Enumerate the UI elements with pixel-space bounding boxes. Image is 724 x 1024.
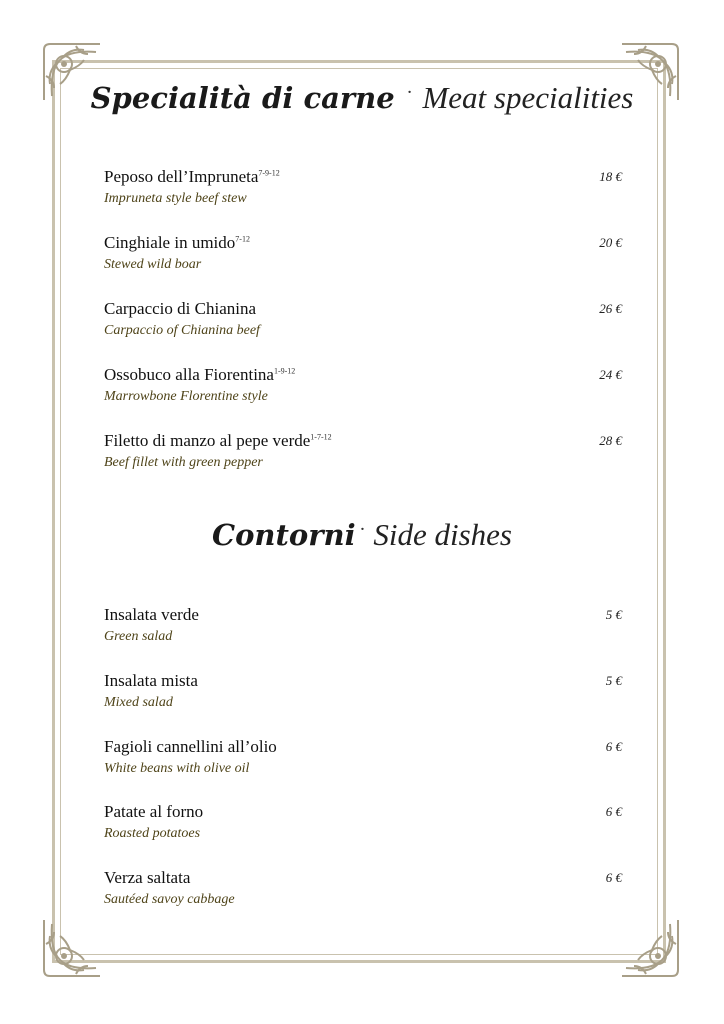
allergen-codes: 7-12: [235, 234, 250, 244]
dish-name: Filetto di manzo al pepe verde: [104, 431, 311, 450]
dish-name: Cinghiale in umido: [104, 233, 236, 252]
section-title: Contorni: [212, 518, 356, 552]
dish-description: Mixed salad: [104, 695, 173, 710]
dish-name: Patate al forno: [104, 802, 204, 821]
dish-price: 6 €: [605, 870, 622, 885]
dish-name: Carpaccio di Chianina: [104, 299, 257, 318]
dish-description: Carpaccio of Chianina beef: [104, 323, 260, 338]
section-heading-sides: [0, 517, 724, 553]
section-subtitle: Meat specialities: [422, 80, 634, 115]
dish-description: Impruneta style beef stew: [104, 191, 247, 206]
dish-price: 20 €: [599, 235, 622, 250]
menu-item: [104, 605, 622, 645]
dish-price: 28 €: [599, 433, 622, 448]
dish-price: 6 €: [605, 804, 622, 819]
menu-item: [104, 365, 622, 405]
dish-description: Green salad: [104, 629, 173, 644]
section-heading-meat: [0, 80, 724, 116]
dish-name: Verza saltata: [104, 868, 191, 887]
dish-description: Sautéed savoy cabbage: [104, 892, 235, 907]
dish-name: Peposo dell’Impruneta: [104, 167, 259, 186]
dish-price: 24 €: [599, 367, 622, 382]
ornamental-corner-icon: [618, 916, 682, 980]
dish-name: Insalata mista: [104, 671, 198, 690]
dish-price: 6 €: [605, 739, 622, 754]
dish-description: Beef fillet with green pepper: [104, 455, 263, 470]
title-separator: ·: [406, 82, 413, 103]
menu-item: [104, 802, 622, 842]
dish-description: Marrowbone Florentine style: [104, 389, 268, 404]
dish-description: Roasted potatoes: [104, 826, 201, 841]
allergen-codes: 1-9-12: [273, 366, 296, 376]
dish-description: Stewed wild boar: [104, 257, 202, 272]
menu-item: [104, 737, 622, 777]
allergen-codes: 7-9-12: [258, 168, 280, 178]
dish-name: Insalata verde: [104, 605, 199, 624]
menu-item: [104, 431, 622, 471]
ornamental-corner-icon: [40, 916, 104, 980]
menu-item: [104, 167, 622, 207]
menu-item: [104, 868, 622, 908]
dish-name: Ossobuco alla Fiorentina: [104, 365, 274, 384]
section-subtitle: Side dishes: [373, 517, 512, 552]
dish-price: 26 €: [599, 301, 622, 316]
dish-price: 18 €: [599, 169, 622, 184]
dish-name: Fagioli cannellini all’olio: [104, 737, 277, 756]
menu-item: [104, 299, 622, 339]
menu-item: [104, 671, 622, 711]
title-separator: ·: [359, 519, 366, 540]
allergen-codes: 1-7-12: [310, 432, 332, 442]
menu-item: [104, 233, 622, 273]
dish-price: 5 €: [605, 673, 622, 688]
dish-description: White beans with olive oil: [104, 761, 250, 776]
dish-price: 5 €: [605, 607, 622, 622]
section-title: Specialità di carne: [90, 81, 395, 115]
